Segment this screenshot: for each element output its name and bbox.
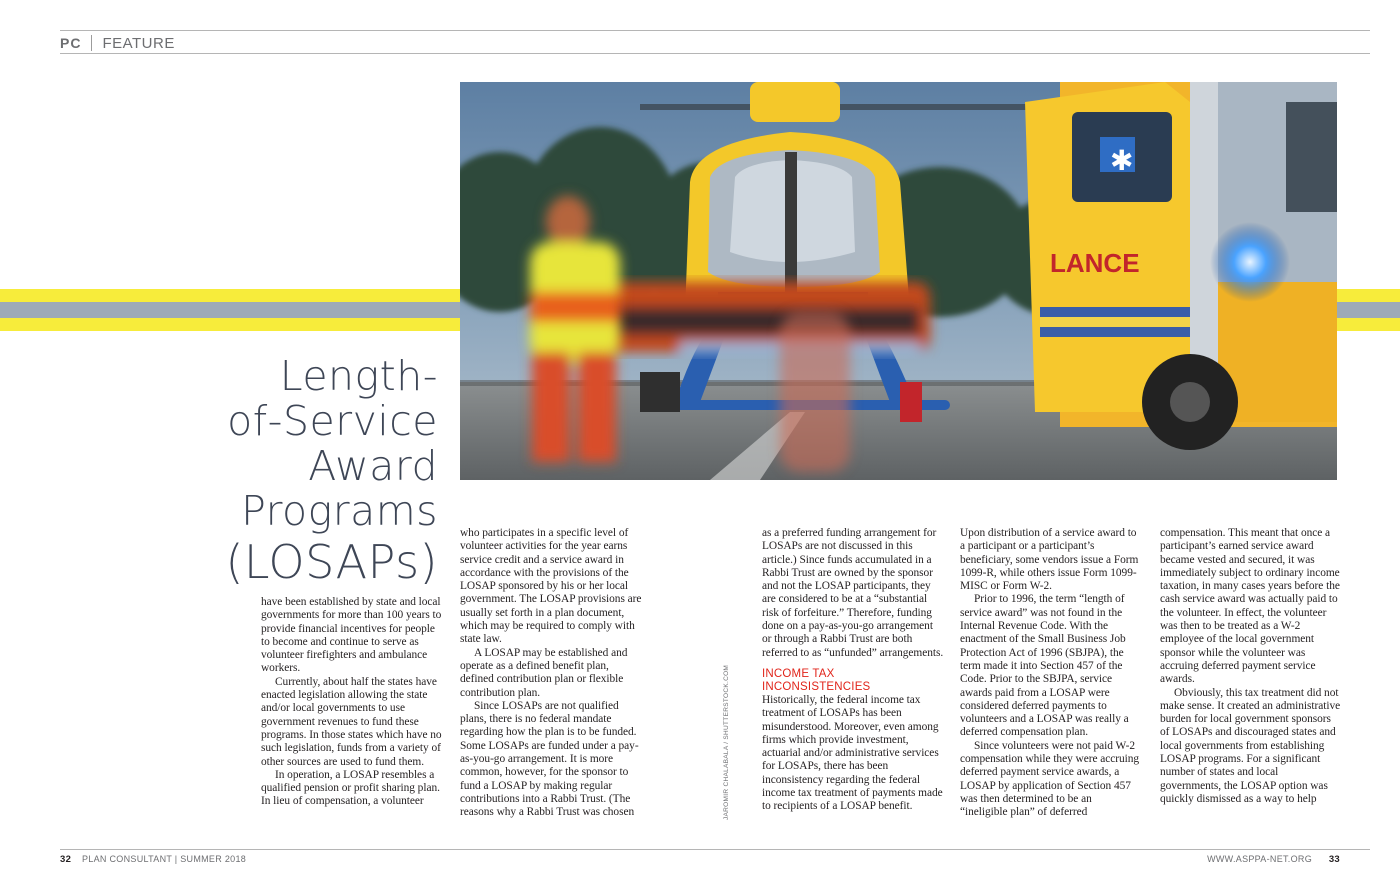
paragraph: Prior to 1996, the term “length of service award” was not found in the Internal Revenue Code. With the enactment of the Small Business Job Protection Act of 1996 (SBJPA), the term made it into Section 457 of the Code. Prior to the SBJPA, service awards paid from a LOSAP were considered deferred payments to volunteers and a LOSAP was really a deferred compensation plan.	[960, 593, 1129, 739]
paragraph: Currently, about half the states have enacted legislation allowing the state and/or local governments to use government revenues to fund these programs. In those states which have no such legislation, funds from a variety of other sources are used to fund them.	[261, 675, 442, 768]
section-header	[60, 34, 175, 52]
section-heading: INCOME TAX INCONSISTENCIES	[762, 667, 871, 693]
paragraph: who participates in a specific level of volunteer activities for the year earns service credit and a service award in accordance with the provisions of the LOSAP sponsored by his or her local government. The LOSAP provisions are usually set forth in a plan document, which may be required to comply with state law.	[460, 527, 642, 646]
paragraph: as a preferred funding arrangement for LOSAPs are not discussed in this article.) Since funds accumulated in a Rabbi Trust are owned by the sponsor and not the LOSAP participants, they are considered to be at a “substantial risk of forfeiture.” Therefore, funding done on a pay-as-you-go arrangement or through a Rabbi Trust are both referred to as “unfunded” arrangements.	[762, 527, 944, 659]
paragraph: Upon distribution of a service award to a participant or a participant’s beneficiary, some vendors issue a Form 1099-R, while others issue Form 1099-MISC or Form W-2.	[960, 527, 1139, 593]
ambulance-lettering: LANCE	[1050, 248, 1140, 278]
header-divider	[91, 35, 92, 51]
footer-right	[1207, 854, 1340, 865]
top-rule	[60, 30, 1370, 31]
page-number-left: 32	[60, 854, 72, 865]
title-line-4: Programs	[241, 487, 438, 535]
paragraph: compensation. This meant that once a participant’s earned service award became vested and secured, it was immediately subject to ordinary income taxation, in many cases years before the cash service award was actually paid to the volunteer. In effect, the volunteer was then to be treated as a W-2 employee of the local government sponsor while the volunteer was accruing deferred payment service awards.	[1160, 527, 1340, 686]
body-column-5	[1160, 527, 1342, 806]
footer-rule	[60, 849, 1370, 850]
body-column-3	[762, 527, 944, 814]
section-code: PC	[60, 35, 82, 51]
paragraph: have been established by state and local governments for more than 100 years to provide financial incentives for people to become and continue to serve as volunteer firefighters and ambulance workers.	[261, 596, 442, 675]
paragraph: Historically, the federal income tax treatment of LOSAPs has been misunderstood. Moreover, even among firms which provide investment, actuarial and/or administrative services for LOSAPs, there has been inconsistency regarding the federal income tax treatment of payments made to recipients of a LOSAP benefit.	[762, 693, 943, 813]
publication-info: PLAN CONSULTANT | SUMMER 2018	[81, 854, 247, 864]
section-name: FEATURE	[102, 34, 175, 52]
header-rule	[60, 53, 1370, 54]
title-line-2: of-Service	[227, 397, 438, 445]
website-url: WWW.ASPPA-NET.ORG	[1207, 854, 1313, 864]
page-number-right: 33	[1328, 854, 1340, 865]
body-column-2	[460, 527, 642, 820]
paragraph: Since volunteers were not paid W-2 compensation while they were accruing deferred payment service awards, a LOSAP by application of Section 457 was then determined to be an “ineligible plan” of deferred	[960, 739, 1140, 819]
body-column-1	[261, 596, 443, 809]
footer-left	[60, 854, 246, 865]
title-line-3: Award	[308, 442, 438, 490]
paragraph: Since LOSAPs are not qualified plans, there is no federal mandate regarding how the plan is to be funded. Some LOSAPs are funded under a pay-as-you-go arrangement. It is more common, however, for the sponsor to fund a LOSAP by making regular contributions into a Rabbi Trust. (The reasons why a Rabbi Trust was chosen	[460, 699, 639, 819]
title-line-1: Length-	[279, 352, 438, 400]
photo-credit-text: JAROMIR CHALABALA / SHUTTERSTOCK.COM	[723, 664, 730, 820]
photo-credit	[713, 664, 730, 820]
paragraph: In operation, a LOSAP resembles a qualified pension or profit sharing plan. In lieu of compensation, a volunteer	[261, 768, 440, 808]
svg-text:✱: ✱	[1110, 145, 1134, 176]
article-title	[225, 354, 438, 590]
paragraph: A LOSAP may be established and operate as a defined benefit plan, defined contribution plan or flexible contribution plan.	[460, 646, 628, 699]
ambulance-helicopter-photo	[460, 82, 1337, 480]
title-line-5: (LOSAPs)	[225, 535, 438, 589]
body-column-4	[960, 527, 1142, 820]
paragraph: Obviously, this tax treatment did not make sense. It created an administrative burden for local government sponsors of LOSAPs and discouraged states and local governments from establishing LOSAP programs. For a significant number of states and local governments, the LOSAP option was quickly dismissed as a way to help	[1160, 686, 1341, 805]
